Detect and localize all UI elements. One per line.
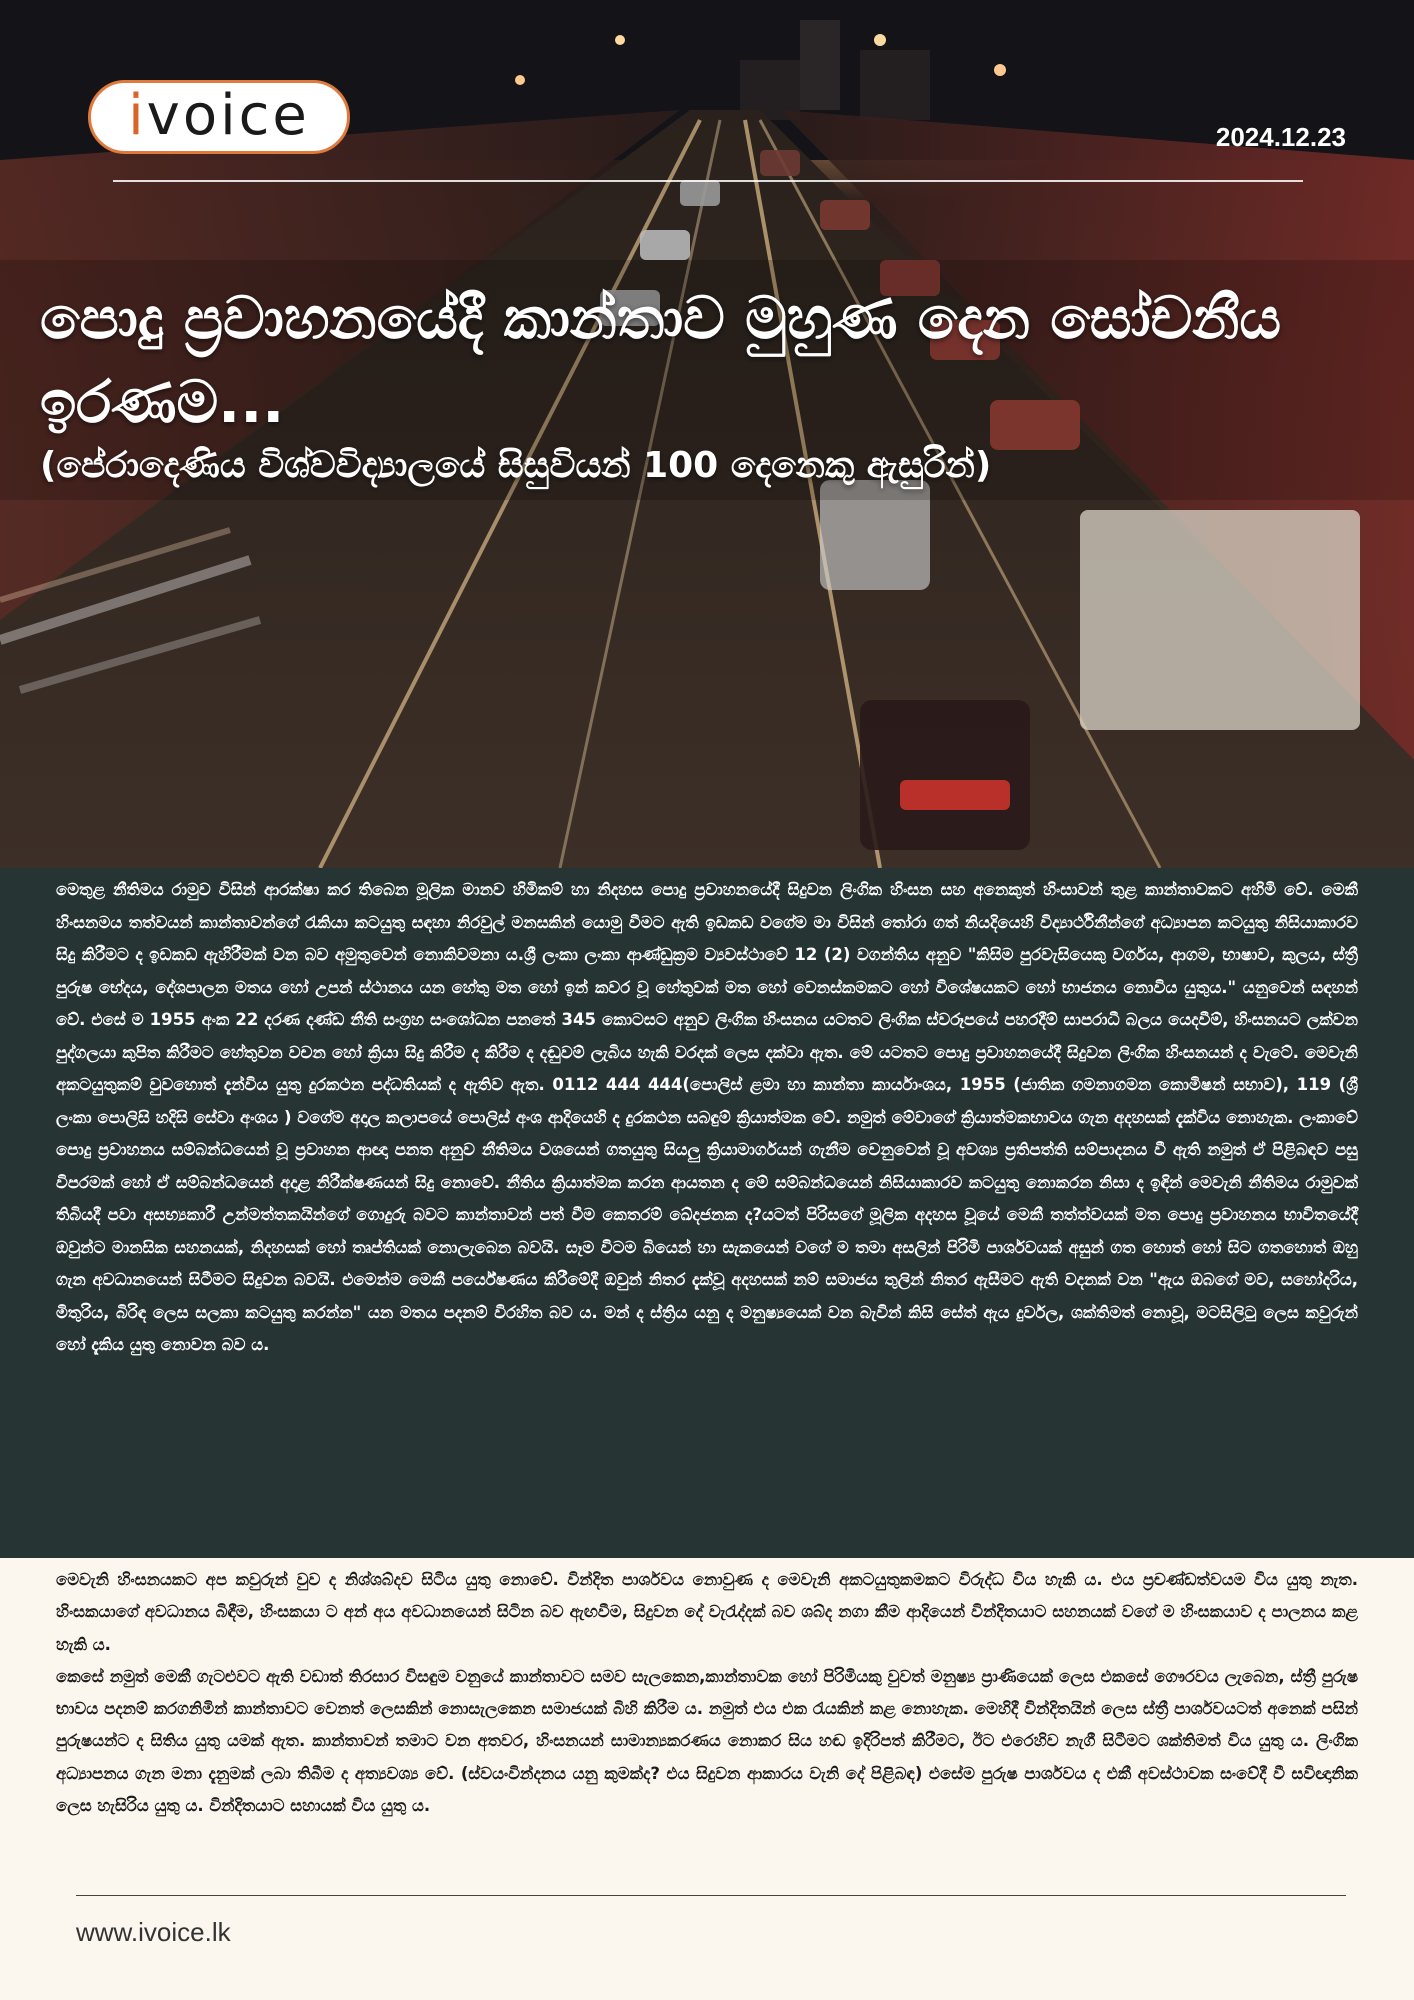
body-paragraph-1: මෙවැනි හිංසනයකට අප කවුරුන් වුව ද නිශ්ශබ්දව සිටිය යුතු නොවේ. වින්දිත පාර්ශවය නොවුණ ද මෙවැනි අකටයුතුකමකට විරුද්ධ විය හැකි ය. එය ප්‍රචණ්ඩත්වයම විය යුතු නැත. හිංසකයාගේ අවධානය බිඳීම, හිංසකයා ට අන් අය අවධානයෙන් සිටින බව ඇඟවීම, සිදුවන දේ වැරැද්දක් බව ශබ්ද නගා කීම ආදියෙන් වින්දිතයාට සහනයක් වගේ ම හිංසකයාව ද පාලනය කළ හැකි ය. bbox=[56, 1570, 1358, 1654]
article-subtitle: (පේරාදෙණිය විශ්වවිද්‍යාලයේ සිසුවියන් 100 දෙනෙකු ඇසුරින්) bbox=[40, 445, 992, 486]
logo-letter-i: i bbox=[128, 83, 147, 148]
hero-image bbox=[0, 0, 1414, 868]
footer-divider bbox=[76, 1895, 1346, 1896]
publish-date: 2024.12.23 bbox=[1215, 122, 1346, 152]
logo-text: voice bbox=[146, 83, 310, 148]
header-divider bbox=[113, 180, 1303, 182]
panel-paragraph: මෙතුළ නීතිමය රාමුව විසින් ආරක්ෂා කර තිබෙන මූලික මානව හිමිකම් හා නිදහස පොදු ප්‍රවාහනයේදී සිදුවන ලිංගික හිංසන සහ අනෙකුත් හිංසාවන් තුළ කාන්තාවකට අහිමි වේ. මෙකී හිංසනමය තත්වයන් කාන්තාවන්ගේ රැකියා කටයුතු සඳහා නිරවුල් මනසකින් යොමු වීමට ඇති ඉඩකඩ වගේම මා විසින් තෝරා ගත් නියදියෙහි විද්‍යාර්ථිනීන්ගේ අධ්‍යාපන කටයුතු නිසියාකාරව සිදු කිරීමට ද ඉඩකඩ ඇහිරීමක් වන බව අමුතුවෙන් නොකිවමනා ය.ශ්‍රී ලංකා ලංකා ආණ්ඩුක්‍රම ව්‍යවස්ථාවේ 12 (2) වගන්තිය අනුව "කිසිම පුරවැසියෙකු වර්ගය, ආගම, භාෂාව, කුලය, ස්ත්‍රී පුරුෂ භේදය, දේශපාලන මතය හෝ උපන් ස්ථානය යන හේතු මත හෝ ඉන් කවර වූ හේතුවක් මත හෝ වෙනස්කමකට හෝ විශේෂයකට හෝ භාජනය නොවිය යුතුය." යනුවෙන් සඳහන් වේ. එසේ ම 1955 අංක 22 දරණ දණ්ඩ නීති සංග්‍රහ සංශෝධන පනතේ 345 කොටසට අනුව ලිංගික හිංසනය යටතට ලිංගික ස්වරූපයේ පහරදීම් සාපරාධී බලය යෙදවීම්, හිංසනයට ලක්වන පුද්ගලයා කුපිත කිරීමට හේතුවන වචන හෝ ක්‍රියා සිදු කිරීම ද කිරීම ද දඬුවම් ලැබිය හැකි වරදක් ලෙස දක්වා ඇත. මේ යටතට පොදු ප්‍රවාහනයේදී සිදුවන ලිංගික හිංසනයන් ද වැටේ. මෙවැනි අකටයුතුකම් වුවහොත් දැන්විය යුතු දුරකථන පද්ධතියක් ද ඇතිව ඇත. 0112 444 444(පොලිස් ළමා හා කාන්තා කාර්යාංශය, 1955 (ජාතික ගමනාගමන කොමිෂන් සභාව), 119 (ශ්‍රී ලංකා පොලිසි හදිසි සේවා අංශය ) වගේම අදාල කලාපයේ පොලිස් අංශ ආදියෙහි ද දුරකථන සබඳුම් ක්‍රියාත්මක වේ. නමුත් මේවාගේ ක්‍රියාත්මකභාවය ගැන අදහසක් දැක්විය නොහැක. ලංකාවේ පොදු ප්‍රවාහනය සම්බන්ධයෙන් වූ ප්‍රවාහන ආඥා පනත අනුව නීතිමය වශයෙන් ගතයුතු සියලු ක්‍රියාමාර්ගයන් ගැනීම වෙනුවෙන් වූ අවශ්‍ය ප්‍රතිපත්ති සම්පාදනය වී ඇති නමුත් ඒ පිළිබඳව පසු විපරමක් හෝ ඒ සම්බන්ධයෙන් අදාළ නිරීක්ෂණයන් සිදු නොවේ. නීතිය ක්‍රියාත්මක කරන ආයතන ද මේ සම්බන්ධයෙන් නිසියාකාරව කටයුතු නොකරන නිසා ද ඉඳින් මෙවැනි නීතිමය රාමුවක් තිබියදී පවා අසභ්‍යකාරී උන්මත්තකයින්ගේ ගොදුරු බවට කාන්තාවන් පත් වීම කෙතරම් ඛේදජනක ද?යටත් පිරිසගේ මූලික අදහස වූයේ මෙකී තත්ත්වයක් මත පොදු ප්‍රවාහනය භාවිතයේදී ඔවුන්ට මානසික සහනයක්, නිදහසක් හෝ තෘප්තියක් නොලැබෙන බවයි. සෑම විටම බියෙන් හා සැකයෙන් වගේ ම තමා අසලින් පිරිමි පාර්ශවයක් අසුන් ගත හොත් හෝ සිට ගතහොත් ඔහු ගැන අවධානයෙන් සිටීමට සිදුවන බවයි. එමෙන්ම මෙකී පර්යේෂණය කිරීමේදී ඔවුන් නිතර දැක්වූ අදහසක් නම් සමාජය තුලින් නිතර ඇසීමට ඇති වදනක් වන "ඇය ඔබගේ මව, සහෝදරිය, මිතුරිය, බිරිඳ ලෙස සලකා කටයුතු කරන්න" යන මතය පදනම් විරහිත බව ය. මන් ද ස්ත්‍රිය යනු ද මනුෂ්‍යයෙක් වන බැවින් කිසි සේත් ඇය දුර්වල, ශක්තිමත් නොවූ, මටසිලිටු ලෙස කවුරුන් හෝ දැකිය යුතු නොවන බව ය. bbox=[56, 880, 1358, 1354]
article-title: පොදු ප්‍රවාහනයේදී කාන්තාව මුහුණ දෙන සෝචනීය ඉරණම... bbox=[40, 284, 1282, 436]
ivoice-logo bbox=[88, 80, 350, 154]
body-paragraph-2: කෙසේ නමුත් මෙකී ගැටළුවට ඇති වඩාත් තිරසාර විසඳුම වනුයේ කාන්තාවට සමව සැලකෙන,කාන්තාවක හෝ පිරිමියකු වුවත් මනුෂ්‍ය ප්‍රාණියෙක් ලෙස එකසේ ගෞරවය ලැබෙන, ස්ත්‍රී පුරුෂ භාවය පදනම් කරගනිමින් කාන්තාවට වෙනත් ලෙසකින් නොසැලකෙන සමාජයක් බිහි කිරීම ය. නමුත් එය එක රැයකින් කළ නොහැක. මෙහිදී වින්දිතයින් ලෙස ස්ත්‍රී පාර්ශවයටත් අනෙක් පසින් පුරුෂයන්ට ද සිතිය යුතු යමක් ඇත. කාන්තාවන් තමාට වන අතවර, හිංසනයන් සාමාන්‍යකරණය නොකර සිය හඬ ඉදිරිපත් කිරීමට, ඊට එරෙහිව නැගී සිටීමට ශක්තිමත් විය යුතු ය. ලිංගික අධ්‍යාපනය ගැන මනා දැනුමක් ලබා තිබීම ද අත්‍යවශ්‍ය වේ. (ස්වයංවින්දනය යනු කුමක්ද? එය සිදුවන ආකාරය වැනි දේ පිළිබඳ) එසේම පුරුෂ පාර්ශවය ද එකී අවස්ථාවක සංවේදී වී සවිඥානික ලෙස හැසිරිය යුතු ය. වින්දිතයාට සහායක් විය යුතු ය. bbox=[56, 1666, 1358, 1816]
highlight-panel bbox=[0, 868, 1414, 1558]
footer-website-link[interactable]: www.ivoice.lk bbox=[76, 1917, 231, 1947]
article-body bbox=[56, 1564, 1358, 1822]
